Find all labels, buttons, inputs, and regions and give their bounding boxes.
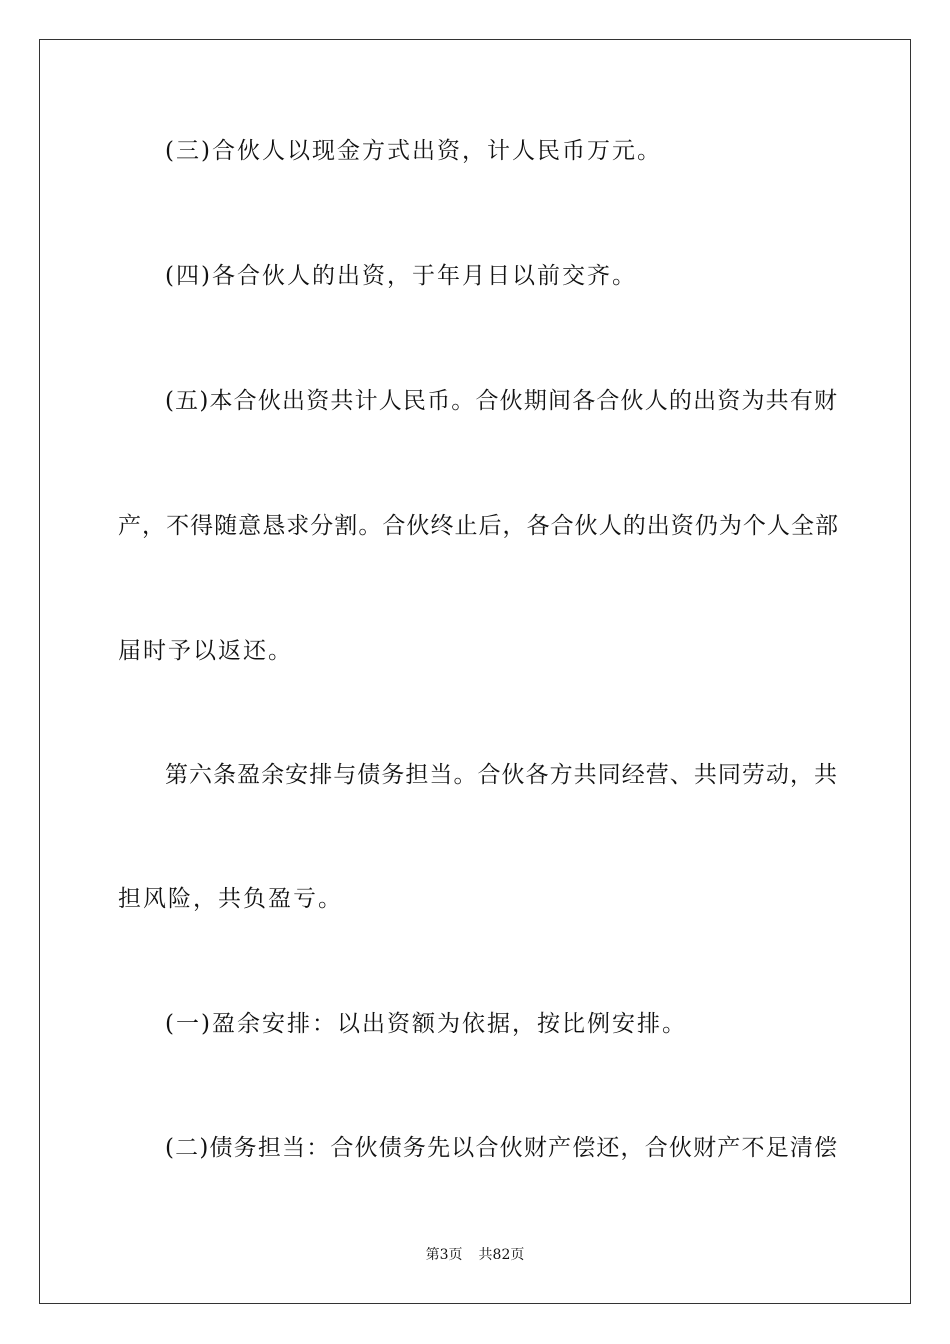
paragraph-line: (四)各合伙人的出资，于年月日以前交齐。 xyxy=(165,263,637,289)
page-number: 第3页 xyxy=(425,1247,463,1263)
page-frame xyxy=(39,39,911,1304)
page-footer xyxy=(0,1246,950,1264)
paragraph-line: 届时予以返还。 xyxy=(118,638,293,664)
paragraph-line: 产，不得随意恳求分割。合伙终止后，各合伙人的出资仍为个人全部 xyxy=(118,513,838,539)
paragraph-line: (二)债务担当：合伙债务先以合伙财产偿还，合伙财产不足清偿 xyxy=(165,1135,837,1161)
paragraph-line: (三)合伙人以现金方式出资，计人民币万元。 xyxy=(165,138,662,164)
paragraph-line: 担风险，共负盈亏。 xyxy=(118,886,343,912)
paragraph-line: (五)本合伙出资共计人民币。合伙期间各合伙人的出资为共有财 xyxy=(165,388,837,414)
paragraph-line: (一)盈余安排：以出资额为依据，按比例安排。 xyxy=(165,1011,687,1037)
paragraph-line: 第六条盈余安排与债务担当。合伙各方共同经营、共同劳动，共 xyxy=(165,762,837,788)
page-total: 共82页 xyxy=(478,1247,525,1263)
